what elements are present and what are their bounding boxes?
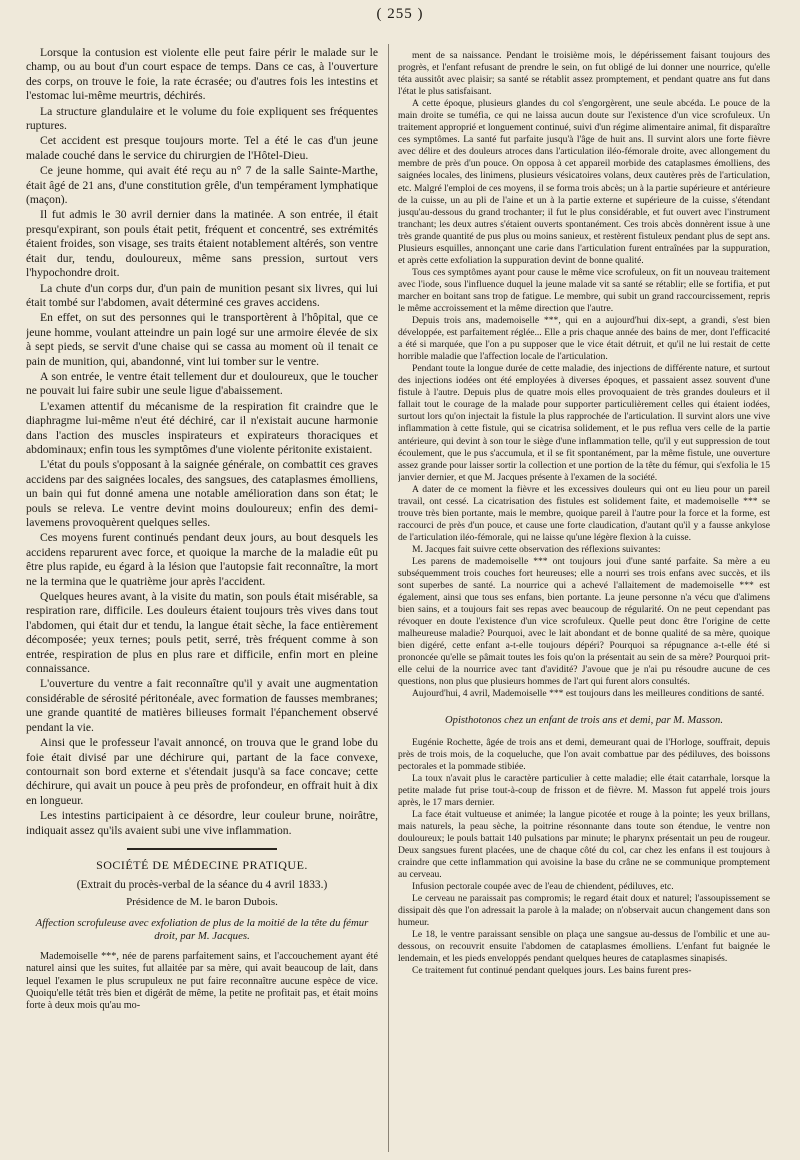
body-paragraph: L'examen attentif du mécanisme de la respiration fit craindre que le diaphragme lui-même n'eut été déchiré, car il n'existait aucune harmonie dans l'action des muscles inspirateurs et expirateurs thoraciques et abdominaux; enfin tous les symptômes d'une violente péritonite existaient.	[26, 399, 378, 456]
column-divider	[388, 44, 389, 1152]
body-paragraph: Le cerveau ne paraissait pas compromis; le regard était doux et naturel; l'assoupissement se dissipait dès que l'on adressait la parole à la malade; on n'observait aucun changement dans son humeur.	[398, 893, 770, 929]
body-paragraph: Cet accident est presque toujours morte. Tel a été le cas d'un jeune malade couché dans le service du chirurgien de l'Hôtel-Dieu.	[26, 134, 378, 162]
body-paragraph: Pendant toute la longue durée de cette maladie, des injections de différente nature, et surtout des injections iodées ont été employées à diverses époques, et passaient assez souvent d'une fistule à l'autre. Depuis plus de quatre mois elles provoquaient de très grandes douleurs et il fallait tout le courage de la malade pour supporter particulièrement celles qui étaient iodées, surtout lors qu'on injectait la fistule la plus rapprochée de l'articulation. Il survint alors une vive inflammation à cette fistule, qui se cicatrisa solidement, et le pus reflua vers celle de la partie antérieure, qui devint à son tour le siège d'une inflammation telle, qu'il y eut suppression de tout écoulement, que le pus s'accumula, et il se fit spontanément, par la même fistule, une ouverture assez grande pour laisser sortir la collection et une portion de la tête du fémur, qui s'exfolia le 15 janvier dernier, et que M. Jacques présente à l'examen de la société.	[398, 363, 770, 483]
article-title: Opisthotonos chez un enfant de trois ans et demi, par M. Masson.	[445, 714, 723, 726]
body-paragraph: Eugénie Rochette, âgée de trois ans et demi, demeurant quai de l'Horloge, souffrait, depuis près de trois mois, de la coqueluche, que l'on avait combattue par des pédiluves, des boissons pectorales et la pommade stibiée.	[398, 736, 770, 772]
body-paragraph: Le 18, le ventre paraissant sensible on plaça une sangsue au-dessus de l'ombilic et une au-dessous, on recouvrit ensuite l'abdomen de cataplasmes émolliens. L'enfant fut baignée le lendemain, et les pieds enveloppés pendant quelques heures de cataplasmes sinapisés.	[398, 929, 770, 965]
body-paragraph: A cette époque, plusieurs glandes du col s'engorgèrent, une seule abcéda. Le pouce de la main droite se tuméfia, ce qui ne laissa aucun doute sur l'existence d'un vice scrofuleux. Un traitement approprié et longuement continué, suivi d'un régime alimentaire animal, fit disparaître ces symptômes. La santé fut parfaite jusqu'à l'âge de huit ans. Il survint alors une forte fièvre avec délire et des douleurs atroces dans l'articulation iléo-fémorale droite, avec allongement du membre de près d'un pouce. On opposa à cet appareil morbide des cataplasmes émolliens, des saignées locales, des linimens, plusieurs vésicatoires volans, deux cautères près de l'articulation, etc. Malgré l'emploi de ces moyens, il se forma trois abcès; un à la partie supérieure et antérieure de la cuisse, un au pli de l'aine et un à la partie externe et supérieure de la cuisse, s'étendant jusqu'au-dessous du grand trochanter; il fut le plus considérable, et fut ouvert avec l'instrument tranchant; les deux autres s'étaient ouverts spontanément. Ces trois abcès donnèrent issue à une très grande quantité de pus plus ou moins sanieux, et restèrent fistuleux pendant plus de sept ans. Plusieurs esquilles, annonçant une carie dans l'articulation furent entraînées par la suppuration, et après cette exfoliation la suppuration devint de bonne qualité.	[398, 98, 770, 266]
body-paragraph: L'ouverture du ventre a fait reconnaître qu'il y avait une augmentation considérable de sérosité péritonéale, avec formation de fausses membranes; une grande quantité de matières bilieuses formait l'épanchement observé pendant la vie.	[26, 677, 378, 734]
article-title: Affection scrofuleuse avec exfoliation de plus de la moitié de la tête du fémur droit, par M. Jacques.	[35, 917, 369, 943]
right-column	[398, 50, 770, 1158]
body-paragraph: Mademoiselle ***, née de parens parfaitement sains, et l'accouchement ayant été naturel ainsi que les suites, fut allaitée par sa mère, qui avait beaucoup de lait, dans lequel l'examen le plus scrupuleux ne put faire reconnaître aucune espèce de vice. Quoiqu'elle tétât très bien et digérât de même, la petite ne profitait pas, et était moins forte à deux mois qu'au mo-	[26, 951, 378, 1012]
body-paragraph: Tous ces symptômes ayant pour cause le même vice scrofuleux, on fit un nouveau traitement avec l'iode, sous l'influence duquel la jeune malade vit sa santé se rétablir; elle se fortifia, et put marcher en boitant sans trop de fatigue. Le membre, qui subit un grand raccourcissement, repris le même accroissement et la même direction que l'autre.	[398, 266, 770, 314]
body-paragraph: Les intestins participaient à ce désordre, leur couleur brune, noirâtre, indiquait assez qu'ils avaient subi une vive inflammation.	[26, 809, 378, 837]
page-number: ( 255 )	[376, 6, 424, 22]
body-paragraph: Infusion pectorale coupée avec de l'eau de chiendent, pédiluves, etc.	[412, 881, 674, 893]
body-paragraph: Ce jeune homme, qui avait été reçu au n° 7 de la salle Sainte-Marthe, était âgé de 21 ans, d'une constitution grêle, d'un tempérament lymphatique (maçon).	[26, 164, 378, 207]
body-paragraph: Aujourd'hui, 4 avril, Mademoiselle *** est toujours dans les meilleures conditions de santé.	[412, 688, 765, 700]
body-paragraph: L'état du pouls s'opposant à la saignée générale, on combattit ces graves accidens par des saignées locales, des sangsues, des cataplasmes émolliens, un bain qui fut donné amena une notable amélioration dans son état; le pouls se releva. Le ventre devint moins douloureux; enfin des demi-lavemens provoquèrent quelques selles.	[26, 458, 378, 529]
body-paragraph: La structure glandulaire et le volume du foie expliquent ses fréquentes ruptures.	[26, 104, 378, 133]
section-separator	[127, 848, 277, 850]
body-paragraph: Il fut admis le 30 avril dernier dans la matinée. A son entrée, il était presqu'expirant, son pouls était petit, fréquent et concentré, ses extrémités étaient froides, son visage, ses traits étaient notablement altérés, son ventre était dur, tendu, douloureux, même sans pression, surtout vers l'hypochondre droit.	[26, 208, 378, 280]
section-heading: SOCIÉTÉ DE MÉDECINE PRATIQUE.	[96, 857, 308, 872]
body-paragraph: Depuis trois ans, mademoiselle ***, qui en a aujourd'hui dix-sept, a grandi, s'est bien développée, est parfaitement réglée... Elle a pris chaque année des bains de mer, dont l'efficacité a été si marquée, que l'on a pu supposer que le vice était détruit, et qu'il ne lui restait de cette horrible maladie que l'affection locale de l'articulation.	[398, 315, 770, 363]
body-paragraph: A dater de ce moment la fièvre et les excessives douleurs qui ont eu lieu pour un pareil travail, ont cessé. La cicatrisation des fistules est solidement faite, et mademoiselle *** se trouve très bien portante, mais le membre, quoique pareil à l'autre pour la force et la forme, est raccourci de près d'un pouce, et cause une forte claudication, d'autant qu'il y a fausse ankylose de l'articulation iléo-fémorale, qui ne laisse qu'une légère flexion à la cuisse.	[398, 483, 770, 543]
body-paragraph: Ainsi que le professeur l'avait annoncé, on trouva que le grand lobe du foie était divisé par une déchirure qui, partant de la face convexe, contournait son bord externe et s'étendait jusqu'à sa face concave; cette déchirure, qui avait un pouce à peu près de profondeur, en offrait huit à dix en longueur.	[26, 736, 378, 807]
body-paragraph: La chute d'un corps dur, d'un pain de munition pesant six livres, qui lui était tombé sur l'abdomen, avait déterminé ces graves accidens.	[26, 281, 378, 309]
body-paragraph: M. Jacques fait suivre cette observation des réflexions suivantes:	[412, 543, 661, 555]
minutes-extract-line: (Extrait du procès-verbal de la séance du 4 avril 1833.)	[76, 879, 328, 892]
body-paragraph: En effet, on sut des personnes qui le transportèrent à l'hôpital, que ce jeune homme, voulant atteindre un pain logé sur une armoire élevée de six à sept pieds, se servit d'une chaise qui se cassa au moment où il tenait ce pain de munition, qui, abandonné, vint lui tomber sur le ventre.	[26, 311, 378, 368]
body-paragraph: Ces moyens furent continués pendant deux jours, au bout desquels les accidens reparurent avec force, et quoique la marche de la maladie eût pu être plus rapide, eu égard à la lésion que l'autopsie fait reconnaître, la mort ne la termina que le quatrième jour après l'accident.	[26, 531, 378, 588]
presidency-line: Présidence de M. le baron Dubois.	[126, 895, 278, 908]
body-paragraph: ment de sa naissance. Pendant le troisième mois, le dépérissement faisant toujours des progrès, et l'enfant refusant de prendre le sein, on fut obligé de lui donner une nourrice, qu'elle téta aussitôt avec plaisir; sa santé se rétablit assez promptement, et pendant quatre ans fut dans l'état le plus satisfaisant.	[398, 50, 770, 98]
body-paragraph: La face était vultueuse et animée; la langue picotée et rouge à la pointe; les yeux brillans, mais naturels, la peau sèche, la poitrine résonnante dans toute son étendue, le ventre non douloureux; le pouls battait 140 pulsations par minute; le pharynx présentait un peu de rougeur. Deux sangsues furent placées, une de chaque côté du col, car chez les enfans il est toujours à craindre que cette inflammation qui avoisine la base du crâne ne se communique promptement au cerveau.	[398, 808, 770, 881]
left-column	[26, 46, 378, 1154]
body-paragraph: La toux n'avait plus le caractère particulier à cette maladie; elle était catarrhale, lorsque la petite malade fut prise tout-à-coup de frisson et de fièvre. M. Masson fut appelé trois jours après, le 17 mars dernier.	[398, 772, 770, 808]
body-paragraph: Ce traitement fut continué pendant quelques jours. Les bains furent pres-	[412, 965, 692, 977]
body-paragraph: Lorsque la contusion est violente elle peut faire périr le malade sur le champ, ou au bout d'un court espace de temps. Dans ce cas, à l'ouverture des corps, on trouve le foie, la rate écrasée; ou d'autres fois les intestins et l'estomac lui-même meurtris, déchirés.	[26, 46, 378, 103]
body-paragraph: Quelques heures avant, à la visite du matin, son pouls était misérable, sa respiration rare, difficile. Les douleurs étaient toujours très vives dans tout l'abdomen, qui était dur et tendu, la langue était sèche, la face entièrement décomposée; yeux ternes; pouls petit, serré, très fréquent comme à son entrée, respiration de plus en plus rare et difficile, enfin mort en pleine connaissance.	[26, 590, 378, 676]
body-paragraph: A son entrée, le ventre était tellement dur et douloureux, que le toucher ne pouvait lui faire subir une seule ligue d'abaissement.	[26, 369, 378, 398]
body-paragraph: Les parens de mademoiselle *** ont toujours joui d'une santé parfaite. Sa mère a eu subséquemment trois couches fort heureuses; elle a nourri ses trois enfans avec succès, et ils sont superbes de santé. La nourrice qui a achevé l'allaitement de mademoiselle *** est également, ainsi que tous ses enfans, bien portante. La jeune personne n'a vécu que d'alimens bien sains, et a toujours fait ses repas avec beaucoup de régularité. On ne peut cependant pas révoquer en doute l'existence d'un vice scrofuleux. Quelle peut donc être l'origine de cette malheureuse maladie? Pourquoi, avec le lait abondant et de bonne qualité de sa mère, quoique bien digéré, cette enfant a-t-elle toujours dépéri? Pourquoi sa répugnance a-t-elle été si prononcée qu'elle se pâmait toutes les fois qu'on la présentait au sein de sa mère? Pourquoi prit-elle celui de la nourrice avec tant d'avidité? J'avoue que je n'ai pu résoudre aucune de ces questions, non plus que plusieurs hommes de l'art qui furent alors consultés.	[398, 555, 770, 688]
